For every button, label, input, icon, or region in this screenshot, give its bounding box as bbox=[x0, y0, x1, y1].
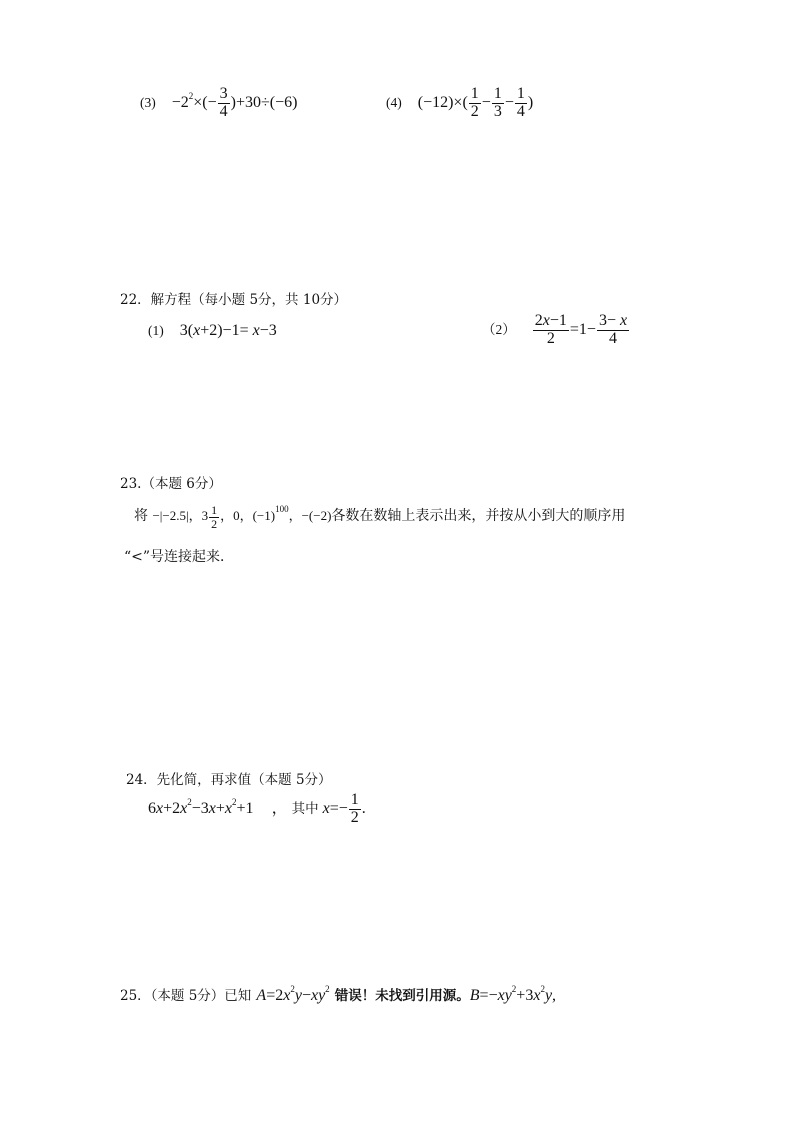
q21-part3-label: (3) bbox=[140, 94, 156, 110]
q25-heading: 25．（本题 5分）已知 bbox=[120, 988, 252, 1004]
q21-part3 bbox=[140, 86, 297, 121]
q25-A-definition: $A=2x^2y-xy^2$ bbox=[256, 984, 330, 1004]
q24-expression: $6x+2x^2-3x+x^2+1$ bbox=[148, 796, 254, 817]
q21-part4 bbox=[386, 86, 533, 121]
q22-heading: 22．解方程（每小题 5分，共 10分） bbox=[120, 292, 348, 308]
q24-condition: x=− $\frac{1}{2}$ . bbox=[322, 791, 366, 826]
q23-line2: “<”号连接起来． bbox=[124, 549, 235, 565]
q25-line bbox=[120, 984, 556, 1005]
q23-line1 bbox=[134, 504, 625, 530]
q25-error-text: 错误！未找到引用源。 bbox=[334, 988, 470, 1004]
q22-part2-label: （2） bbox=[482, 321, 516, 337]
q22-part1-equation: 3(x+2)−1= x−3 bbox=[179, 322, 277, 339]
q24-heading: 24．先化简，再求值（本题 5分） bbox=[126, 772, 332, 788]
q21-part4-expression: (−12)×( $\frac{1}{2}$ − $\frac{1}{3}$ − $\frac{1}{4}$ ) bbox=[417, 85, 534, 120]
q23-instruction: 各数在数轴上表示出来，并按从小到大的顺序用 bbox=[331, 508, 626, 525]
q22-part2 bbox=[482, 313, 630, 348]
q24-expression-row: $6x+2x^2-3x+x^2+1$ ， 其中 x=− $\frac{1}{2}$ . bbox=[148, 791, 366, 826]
q22-part1 bbox=[148, 322, 277, 340]
q23-number-list: −|−2.5|，3 $\frac{1}{2}$ ，0，$(-1)^{100}$，−(−2) bbox=[152, 503, 332, 531]
q21-part4-label: (4) bbox=[386, 94, 402, 110]
q25-B-definition: $B=-xy^2+3x^2y$, bbox=[469, 984, 557, 1004]
q22-part1-label: (1) bbox=[148, 323, 164, 338]
q23-intro: 将 bbox=[134, 508, 148, 525]
q22-part2-equation: $\frac{2x-1}{2}$ =1− $\frac{3- x}{4}$ bbox=[534, 312, 628, 347]
q23-heading: 23.（本题 6分） bbox=[120, 476, 222, 492]
q24-where: 其中 bbox=[291, 800, 319, 816]
q21-part3-expression: $-2^2\times(-$ $\frac{3}{4}$ )+30÷(−6) bbox=[171, 85, 298, 120]
